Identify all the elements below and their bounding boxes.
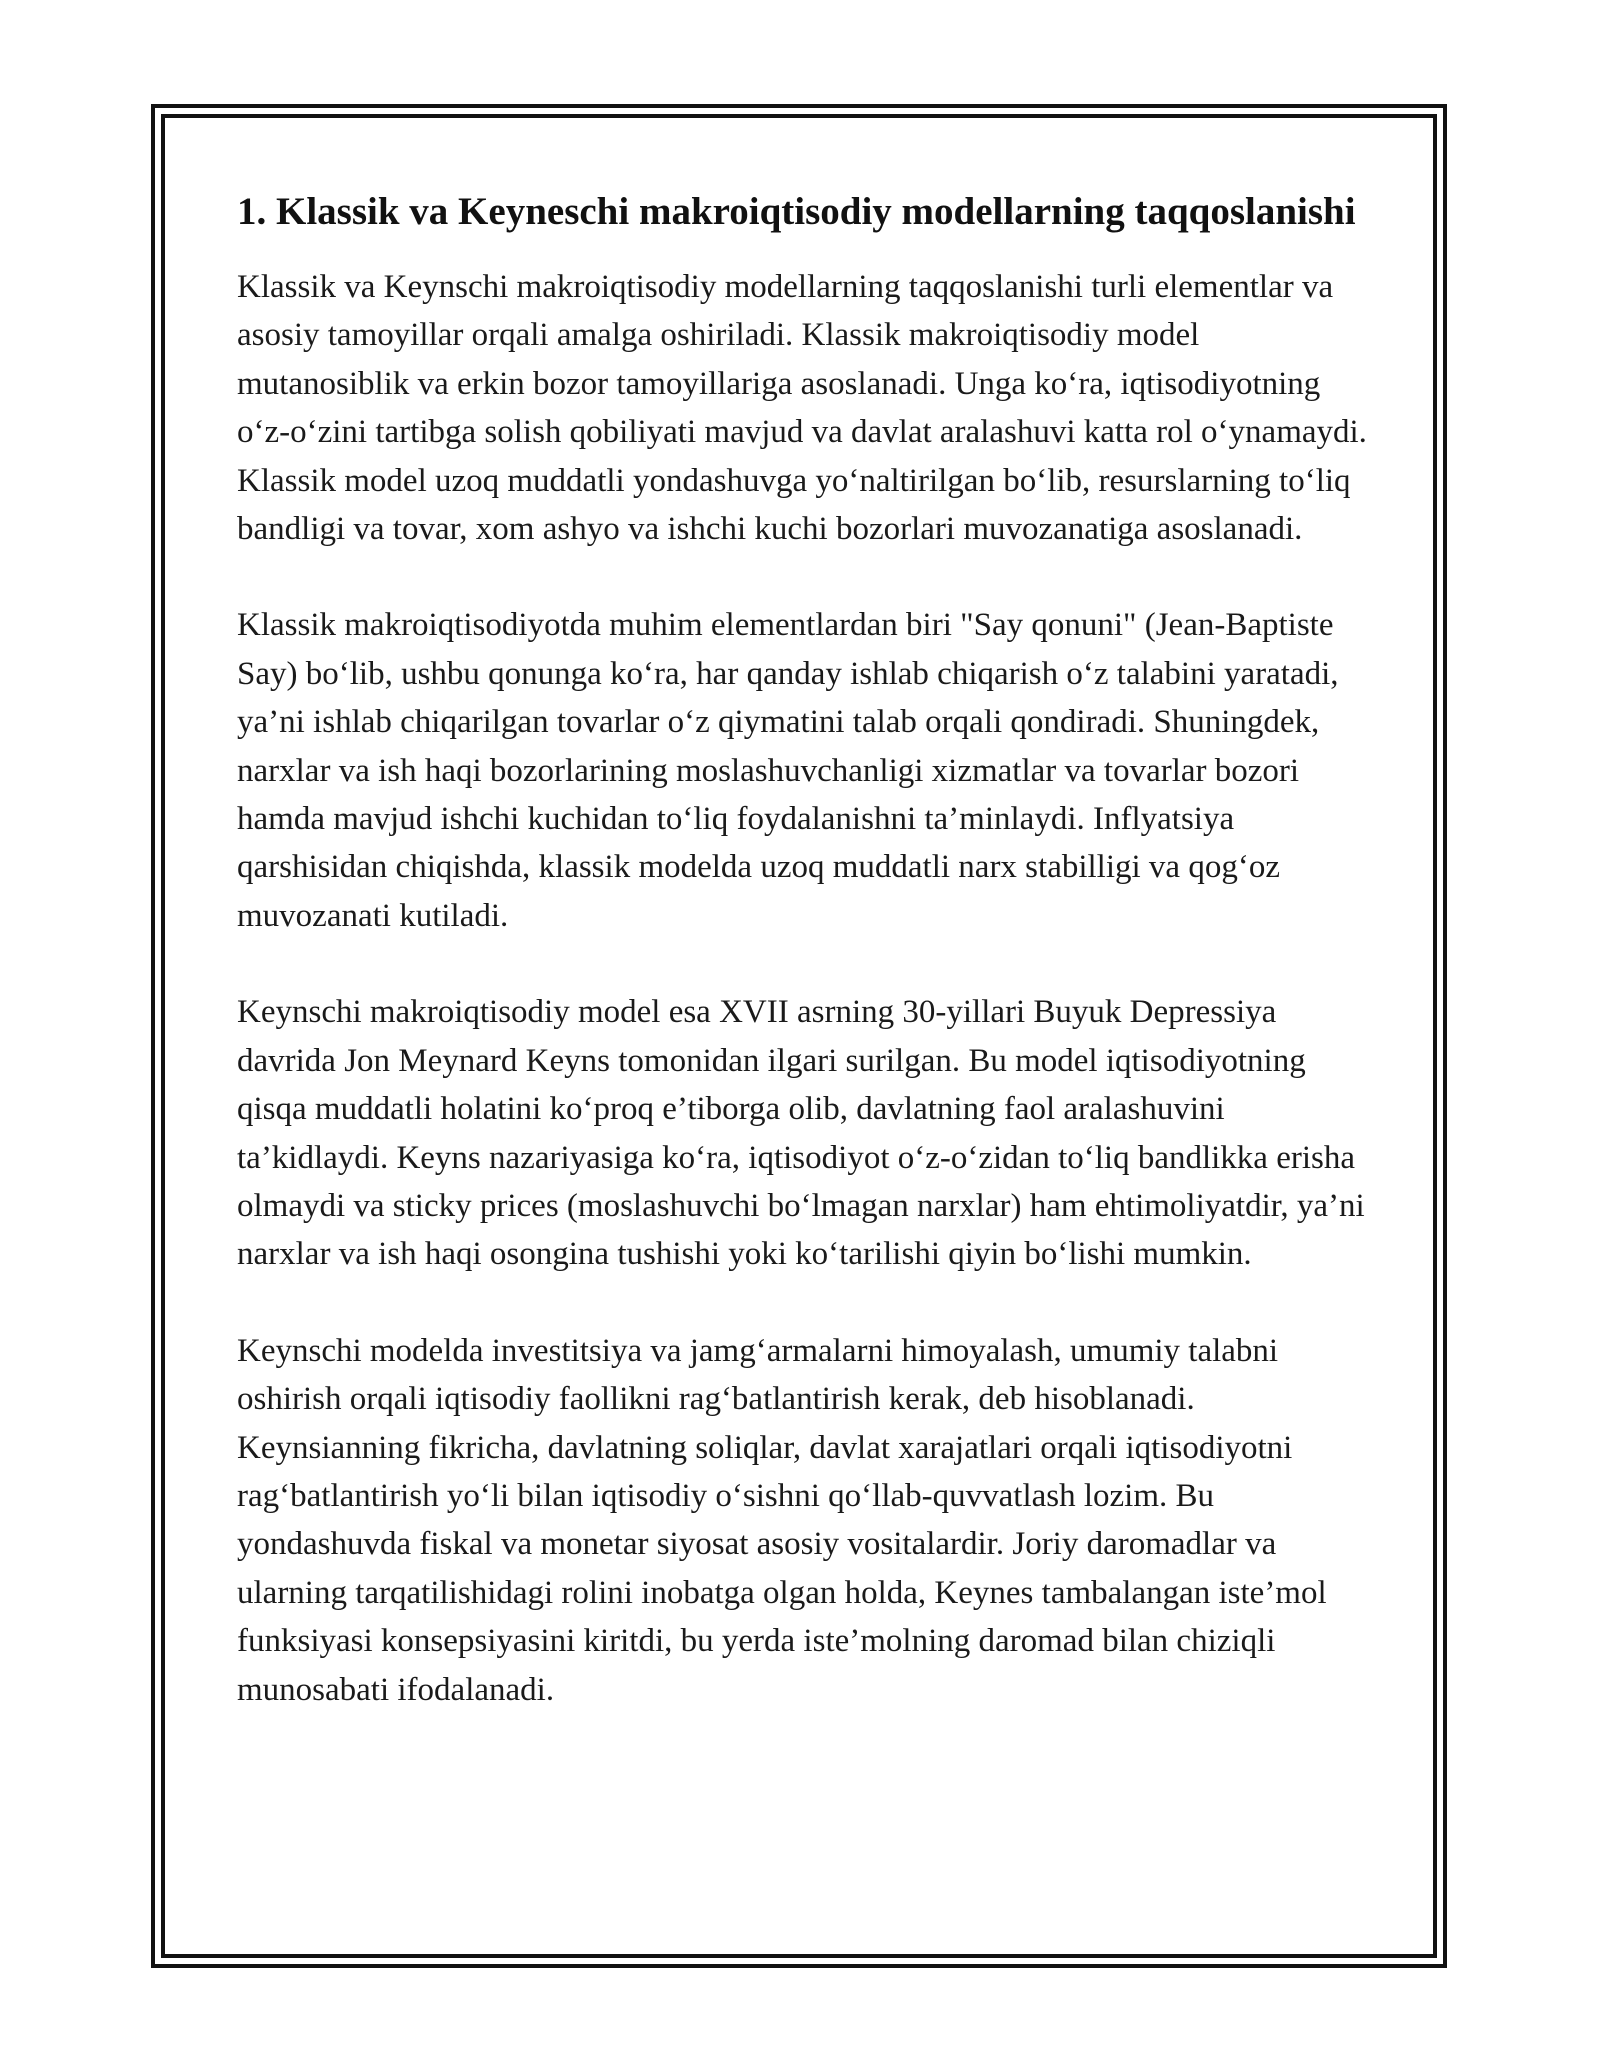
paragraph-4: Keynschi modelda investitsiya va jamgʻarmalarni himoyalash, umumiy talabni oshirish orqali iqtisodiy faollikni ragʻbatlantirish kerak, deb hisoblanadi. Keynsianning fikricha, davlatning soliqlar, davlat xarajatlari orqali iqtisodiyotni ragʻbatlantirish yoʻli bilan iqtisodiy oʻsishni qoʻllab-quvvatlash lozim. Bu yondashuvda fiskal va monetar siyosat asosiy vositalardir. Joriy daromadlar va ularning tarqatilishidagi rolini inobatga olgan holda, Keynes tambalangan iste’mol funksiyasi konsepsiyasini kiritdi, bu yerda iste’molning daromad bilan chiziqli munosabati ifodalanadi. [237,1332,1327,1708]
paragraph-1: Klassik va Keynschi makroiqtisodiy modellarning taqqoslanishi turli elementlar va asosiy tamoyillar orqali amalga oshiriladi. Klassik makroiqtisodiy model mutanosiblik va erkin bozor tamoyillariga asoslanadi. Unga koʻra, iqtisodiyotning oʻz-oʻzini tartibga solish qobiliyati mavjud va davlat aralashuvi katta rol oʻynamaydi. Klassik model uzoq muddatli yondashuvga yoʻnaltirilgan boʻlib, resurslarning toʻliq bandligi va tovar, xom ashyo va ishchi kuchi bozorlari muvozanatiga asoslanadi. [237,269,1367,548]
paragraph-3: Keynschi makroiqtisodiy model esa XVII asrning 30-yillari Buyuk Depressiya davrida Jon Meynard Keyns tomonidan ilgari surilgan. Bu model iqtisodiyotning qisqa muddatli holatini koʻproq e’tiborga olib, davlatning faol aralashuvini ta’kidlaydi. Keyns nazariyasiga koʻra, iqtisodiyot oʻz-oʻzidan toʻliq bandlikka erisha olmaydi va sticky prices (moslashuvchi boʻlmagan narxlar) ham ehtimoliyatdir, ya’ni narxlar va ish haqi osongina tushishi yoki koʻtarilishi qiyin boʻlishi mumkin. [237,994,1365,1273]
paragraph-2: Klassik makroiqtisodiyotda muhim elementlardan biri "Say qonuni" (Jean-Baptiste Say) boʻlib, ushbu qonunga koʻra, har qanday ishlab chiqarish oʻz talabini yaratadi, ya’ni ishlab chiqarilgan tovarlar oʻz qiymatini talab orqali qondiradi. Shuningdek, narxlar va ish haqi bozorlarining moslashuvchanligi xizmatlar va tovarlar bozori hamda mavjud ishchi kuchidan toʻliq foydalanishni ta’minlaydi. Inflyatsiya qarshisidan chiqishda, klassik modelda uzoq muddatli narx stabilligi va qogʻoz muvozanati kutiladi. [237,607,1339,934]
section-heading: 1. Klassik va Keyneschi makroiqtisodiy modellarning taqqoslanishi [237,190,1356,233]
document-body [237,185,1367,1714]
